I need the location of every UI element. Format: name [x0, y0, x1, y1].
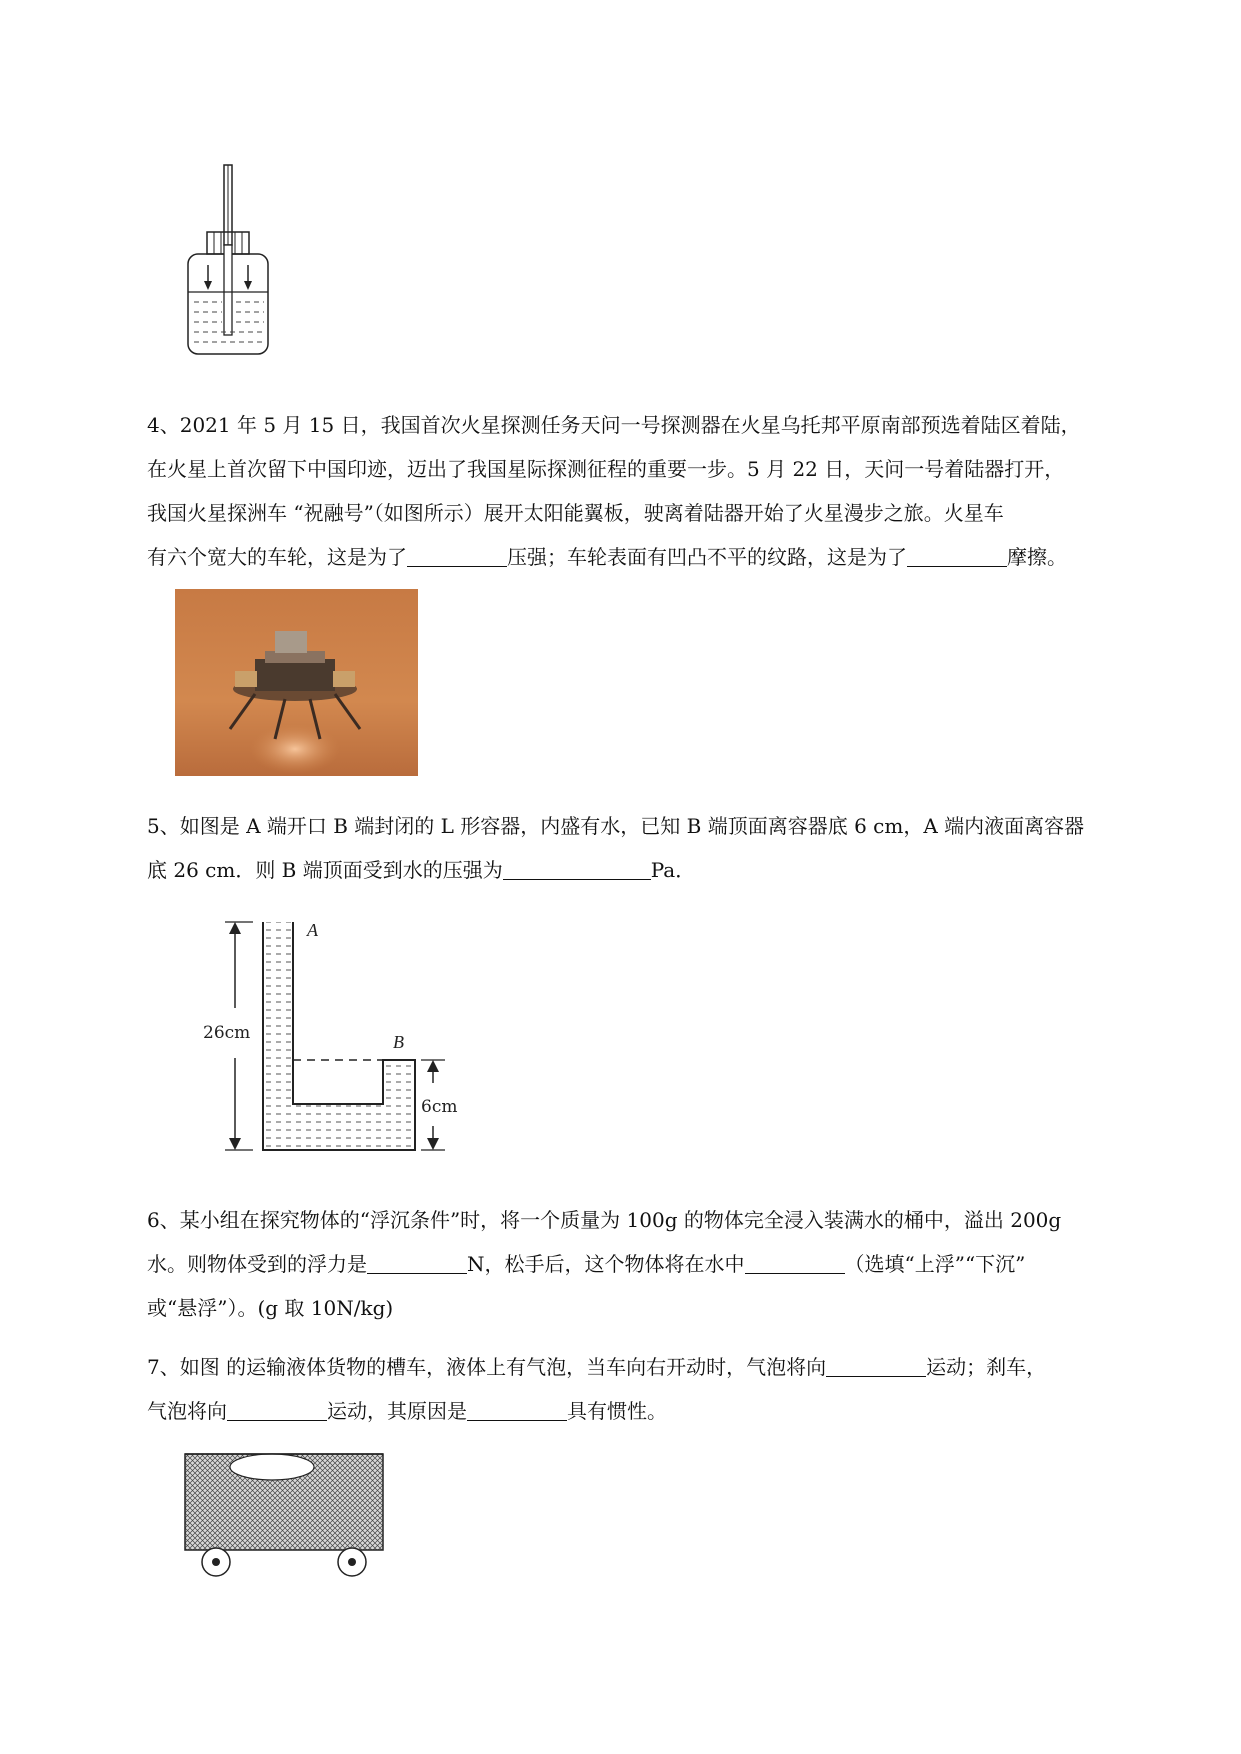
question-7 [147, 1345, 1157, 1433]
answer-blank-q5[interactable] [503, 859, 651, 880]
mars-lander-photo [175, 589, 418, 776]
question-4 [147, 403, 1157, 579]
l-container-figure [195, 918, 475, 1158]
q4-line4a: 有六个宽大的车轮，这是为了 [147, 545, 407, 569]
q6-line2b: N，松手后，这个物体将在水中 [467, 1252, 745, 1276]
answer-blank-q7-1[interactable] [826, 1356, 926, 1377]
q7-line2c: 具有惯性。 [567, 1399, 667, 1423]
answer-blank-q4-1[interactable] [407, 546, 507, 567]
q7-line1b: 运动；刹车， [926, 1355, 1047, 1379]
q4-number: 4 [147, 413, 160, 437]
answer-blank-q6-1[interactable] [367, 1253, 467, 1274]
q7-number: 7 [147, 1355, 160, 1379]
q6-line2c: （选填“上浮”“下沉” [844, 1252, 1026, 1276]
q4-line2: 在火星上首次留下中国印迹，迈出了我国星际探测征程的重要一步。5 月 22 日，天问一号着陆器打开， [147, 457, 1065, 481]
answer-blank-q4-2[interactable] [907, 546, 1007, 567]
q7-line2b: 运动，其原因是 [327, 1399, 467, 1423]
q4-line4c: 摩擦。 [1007, 545, 1067, 569]
q4-line1: 、2021 年 5 月 15 日，我国首次火星探测任务天问一号探测器在火星乌托邦平原南部预选着陆区着陆， [159, 413, 1081, 437]
q5-line2a: 底 26 cm．则 B 端顶面受到水的压强为 [147, 858, 503, 882]
q6-number: 6 [147, 1208, 160, 1232]
q5-number: 5 [147, 814, 160, 838]
answer-blank-q7-2[interactable] [227, 1400, 327, 1421]
q6-line3: 或“悬浮”）。(g 取 10N/kg) [147, 1296, 394, 1320]
q5-line2b: Pa． [650, 858, 696, 882]
bottle-diagram [180, 160, 290, 360]
tank-truck-figure [180, 1448, 390, 1578]
bottle-figure [180, 160, 290, 360]
q7-line1a: 、如图 的运输液体货物的槽车，液体上有气泡，当车向右开动时，气泡将向 [159, 1355, 827, 1379]
q4-line4b: 压强；车轮表面有凹凸不平的纹路，这是为了 [507, 545, 907, 569]
q6-line2a: 水。则物体受到的浮力是 [147, 1252, 367, 1276]
question-6 [147, 1198, 1157, 1330]
label-B: B [393, 1032, 404, 1052]
label-A: A [307, 920, 318, 940]
q6-line1: 、某小组在探究物体的“浮沉条件”时，将一个质量为 100g 的物体完全浸入装满水的桶中，溢出 200g [159, 1208, 1062, 1232]
question-5 [147, 804, 1157, 892]
answer-blank-q6-2[interactable] [745, 1253, 845, 1274]
q5-line1: 、如图是 A 端开口 B 端封闭的 L 形容器，内盛有水，已知 B 端顶面离容器底 6 cm，A 端内液面离容器 [159, 814, 1085, 838]
label-6cm: 6cm [421, 1097, 458, 1117]
label-26cm: 26cm [203, 1023, 251, 1043]
q7-line2a: 气泡将向 [147, 1399, 227, 1423]
answer-blank-q7-3[interactable] [467, 1400, 567, 1421]
q4-line3: 我国火星探洲车 “祝融号”（如图所示）展开太阳能翼板，驶离着陆器开始了火星漫步之旅。火星车 [147, 501, 1004, 525]
